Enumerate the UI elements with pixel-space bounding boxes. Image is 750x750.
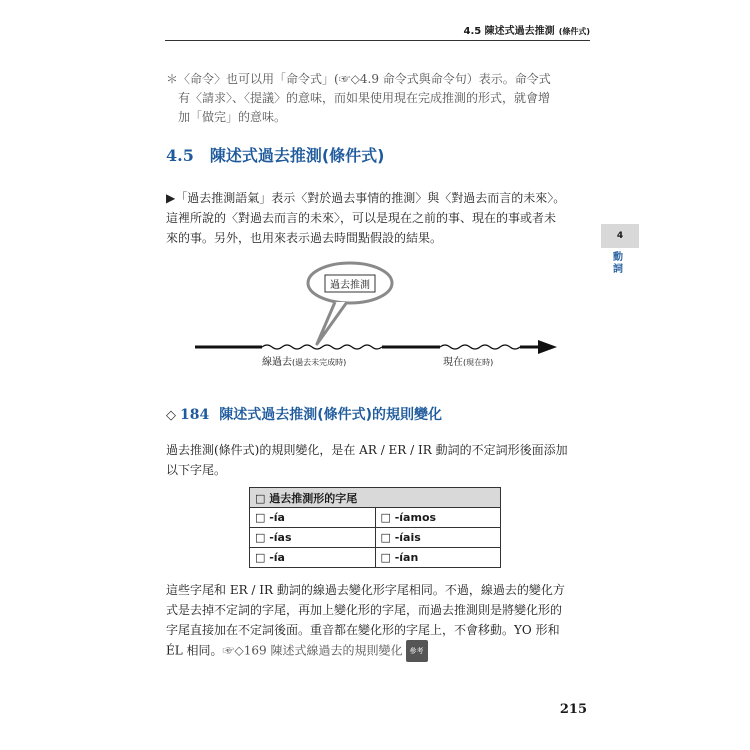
running-header <box>400 22 590 37</box>
bubble-label: 過去推測 <box>330 280 370 291</box>
timeline-wavy-segment-2 <box>440 345 520 349</box>
label-past-note: (過去未完成時) <box>292 358 347 367</box>
section-title <box>166 143 384 166</box>
intro-line: 來的事。另外，也用來表示過去時間點假設的結果。 <box>166 231 443 245</box>
label-now: 現在 <box>443 357 463 368</box>
body-line: 式是去掉不定詞的字尾，再加上變化形的字尾，而過去推測則是將變化形的 <box>166 603 563 617</box>
timeline-wavy-segment <box>262 345 382 349</box>
page-number: 215 <box>559 702 587 717</box>
diamond-icon: ◇ <box>166 408 176 423</box>
rule-heading <box>166 404 442 424</box>
intro-line: 這裡所說的〈對過去而言的未來〉，可以是現在之前的事、現在的事或者未 <box>166 211 557 225</box>
table-row <box>250 548 501 568</box>
note-line: 有〈請求〉、〈提議〉的意味，而如果使用現在完成推測的形式，就會增 <box>178 91 551 105</box>
reference-badge: 參考 <box>406 640 428 662</box>
note-line: ＊〈命令〉也可以用「命令式」(☞◇4.9 命令式與命令句）表示。命令式 <box>166 72 551 86</box>
label-past: 線過去 <box>262 357 292 368</box>
intro-paragraph <box>166 188 596 248</box>
table-cell: □ -ía <box>250 548 376 568</box>
endings-table-header: □ 過去推測形的字尾 <box>250 488 501 508</box>
label-now-note: (現在時) <box>463 358 494 367</box>
table-cell: □ -ían <box>375 548 501 568</box>
body-line: 字尾直接加在不定詞後面。重音都在變化形的字尾上，不會移動。YO 形和 <box>166 623 560 637</box>
timeline-arrow-head <box>538 340 557 354</box>
timeline-diagram <box>190 258 560 373</box>
table-row <box>250 528 501 548</box>
section-title-text: 陳述式過去推測(條件式) <box>209 146 385 165</box>
body-line-start: ÉL 相同。 <box>166 643 223 658</box>
svg-text:現在(現在時) <box>443 355 493 368</box>
cross-reference-link[interactable]: ☞◇169 陳述式線過去的規則變化 <box>222 643 403 658</box>
table-row <box>250 508 501 528</box>
table-cell: □ -ías <box>250 528 376 548</box>
body-line: 過去推測(條件式)的規則變化，是在 AR / ER / IR 動詞的不定詞形後面添加 <box>166 443 568 457</box>
running-header-section: 4.5 陳述式過去推測 <box>463 26 555 37</box>
endings-table <box>249 487 501 568</box>
table-cell: □ -íamos <box>375 508 501 528</box>
rule-number: 184 <box>180 407 210 423</box>
chapter-tab: 4 <box>601 224 639 248</box>
running-header-sub: (條件式) <box>558 27 590 36</box>
body-paragraph-2 <box>166 580 596 662</box>
body-line: 以下字尾。 <box>166 463 227 477</box>
section-number: 4.5 <box>166 146 194 165</box>
svg-text:線過去(過去未完成時) <box>262 355 346 368</box>
body-paragraph-1 <box>166 440 596 480</box>
header-rule <box>165 40 590 41</box>
chapter-label: 動詞 <box>613 252 623 275</box>
intro-line: ▶「過去推測語氣」表示〈對於過去事情的推測〉與〈對過去而言的未來〉。 <box>166 191 566 205</box>
rule-title: 陳述式過去推測(條件式)的規則變化 <box>219 407 443 423</box>
body-line: 這些字尾和 ER / IR 動詞的線過去變化形字尾相同。不過，線過去的變化方 <box>166 583 565 597</box>
speech-bubble-tail <box>317 302 347 344</box>
note-paragraph <box>166 70 596 127</box>
table-cell: □ -ía <box>250 508 376 528</box>
note-line: 加「做完」的意味。 <box>178 110 287 124</box>
body-line <box>166 640 596 662</box>
table-cell: □ -íais <box>375 528 501 548</box>
